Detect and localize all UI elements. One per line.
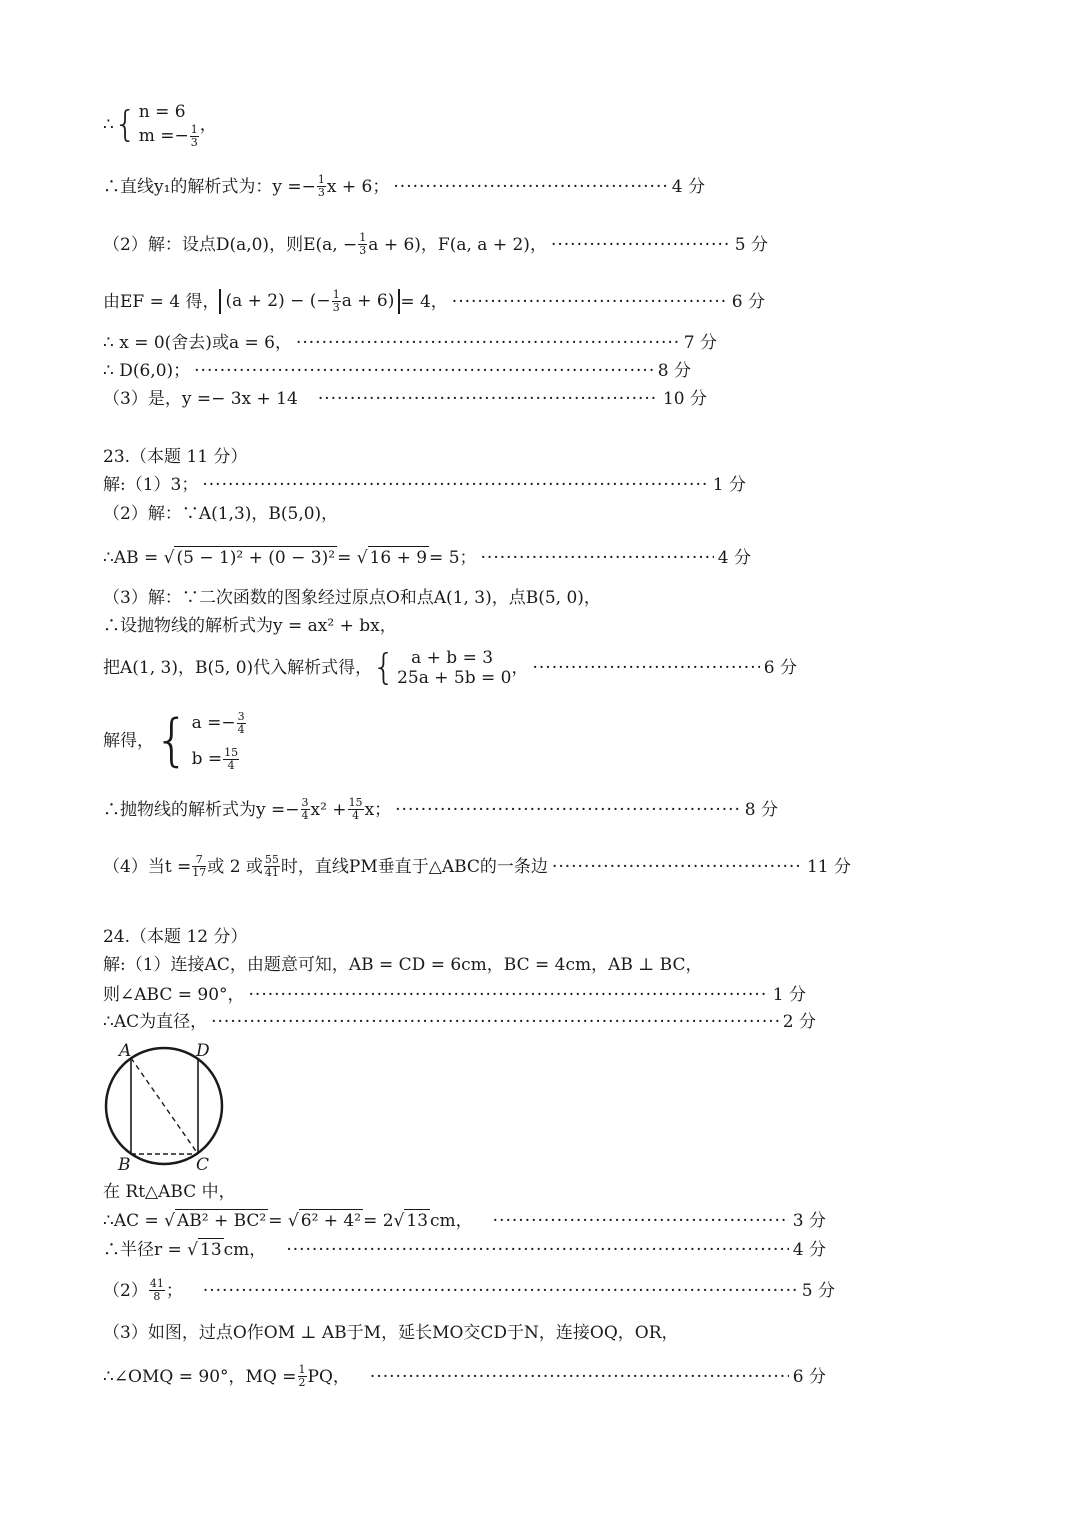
score: 4 分: [717, 547, 751, 568]
heading-q23: 23.（本题 11 分）: [103, 447, 248, 467]
score: 1 分: [712, 475, 746, 495]
heading-q24: 24.（本题 12 分）: [103, 927, 248, 947]
line-d: ∴ D(6,0)； ····· 8 分: [103, 360, 691, 382]
line-q24-1: 解:（1）连接AC，由题意可知，AB = CD = 6cm，BC = 4cm，AB ⊥ BC，: [103, 955, 703, 975]
score: 4 分: [671, 176, 705, 197]
score: 5 分: [801, 1280, 835, 1301]
line-omq: ∴∠OMQ = 90°，MQ = $\frac{1}{2}$ PQ， ····· 6 分: [103, 1364, 826, 1389]
line-ab: ∴AB = √ (5 − 1)² + (0 − 3)² = √ 16 + 9 = 5； ····· 4 分: [103, 546, 751, 569]
score: 8 分: [744, 799, 778, 820]
score: 3 分: [792, 1210, 826, 1231]
line-q23-3: （3）解：∵二次函数的图象经过原点O和点A(1, 3)，点B(5, 0)，: [103, 588, 601, 608]
eq-m: m =−: [138, 126, 189, 146]
score: 1 分: [772, 985, 806, 1005]
score: 6 分: [763, 658, 797, 678]
line-diameter: ∴AC为直径， ····· 2 分: [103, 1011, 816, 1033]
line-y1: ∴直线y₁的解析式为：y =− $\frac{1}{3}$ x + 6； ····· 4 分: [103, 174, 705, 199]
line-part4: （4）当t = $\frac{7}{17}$ 或 2 或 $\frac{55}{41}$ 时，直线PM垂直于△ABC的一条边 ····· 11 分: [103, 854, 851, 879]
score: 2 分: [782, 1012, 816, 1032]
label-c: C: [196, 1155, 210, 1175]
line-rt-triangle: 在 Rt△ABC 中，: [103, 1182, 236, 1202]
line-ef: 由EF = 4 得， (a + 2) − (− $\frac{1}{3}$ a + 6) = 4， ····· 6 分: [103, 289, 765, 314]
label-b: B: [118, 1155, 131, 1175]
line-q23-2: （2）解：∵A(1,3)，B(5,0)，: [103, 504, 339, 524]
line-ac: ∴AC = √ AB² + BC² = √ 6² + 4² = 2√ 13 cm， ····· 3 分: [103, 1209, 826, 1232]
comma: ，: [199, 114, 217, 135]
line-parabola-form: ∴设抛物线的解析式为y = ax² + bx，: [103, 616, 397, 636]
line-radius: ∴半径r = √ 13 cm， ····· 4 分: [103, 1238, 826, 1261]
frac-1-3: $\frac{1}{3}$: [190, 123, 198, 149]
segment-ac-dashed: [131, 1058, 198, 1154]
line-part3: （3）是，y =− 3x + 14 ····· 10 分: [103, 388, 707, 410]
line-q24-3: （3）如图，过点O作OM ⊥ AB于M，延长MO交CD于N，连接OQ，OR，: [103, 1323, 679, 1343]
score: 11 分: [806, 856, 851, 877]
label-a: A: [119, 1041, 132, 1061]
circle-diagram: [100, 1040, 230, 1180]
score: 6 分: [792, 1366, 826, 1387]
eq-n: n = 6: [138, 102, 186, 122]
score: 5 分: [734, 234, 768, 255]
line-angle: 则∠ABC = 90°， ····· 1 分: [103, 984, 806, 1006]
score: 4 分: [792, 1239, 826, 1260]
line-part2-setup: （2）解：设点D(a,0)，则E(a, − $\frac{1}{3}$ a + 6)，F(a, a + 2)， ····· 5 分: [103, 232, 768, 257]
line-parabola: ∴抛物线的解析式为y =− $\frac{3}{4}$ x² + $\frac{15}{4}$ x； ····· 8 分: [103, 797, 778, 822]
score: 8 分: [657, 361, 691, 381]
line-q24-2: （2） $\frac{41}{8}$ ； ····· 5 分: [103, 1278, 835, 1303]
line-x0: ∴ x = 0(舍去)或a = 6， ····· 7 分: [103, 332, 717, 354]
line-solution: 解得， { a =− $\frac{3}{4}$ b = $\frac{15}{4}$: [103, 708, 245, 773]
score: 6 分: [731, 291, 765, 312]
system-n-m: ∴ { n = 6 m =− $\frac{1}{3}$ ，: [103, 102, 217, 149]
score: 10 分: [662, 389, 707, 409]
score: 7 分: [683, 333, 717, 353]
line-substitute: 把A(1, 3)，B(5, 0)代入解析式得， { a + b = 3 25a + 5b = 0 ， ····· 6 分: [103, 648, 797, 688]
label-d: D: [196, 1041, 210, 1061]
therefore-symbol: ∴: [103, 114, 114, 135]
line-q23-1: 解:（1）3； ····· 1 分: [103, 474, 746, 496]
